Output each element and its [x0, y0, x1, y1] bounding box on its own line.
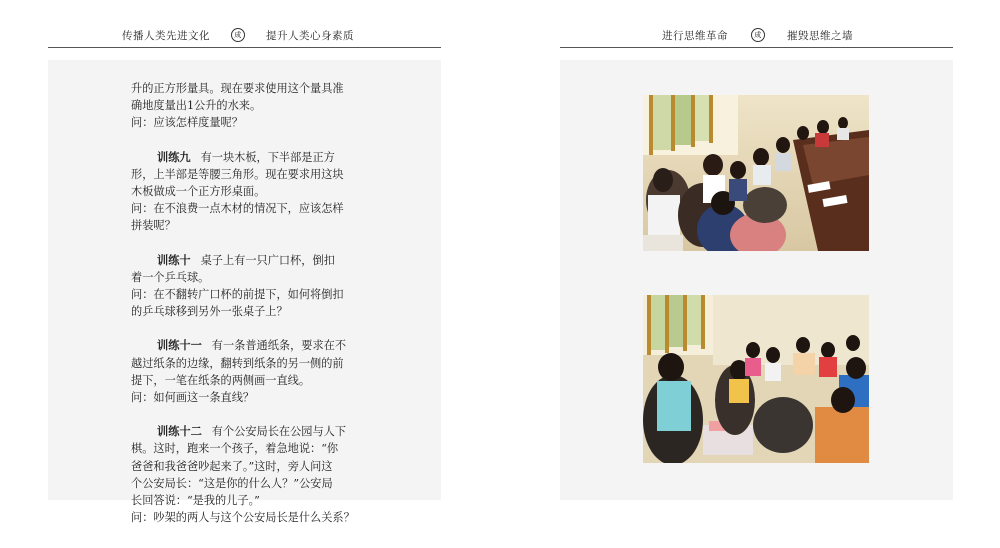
text-line-content: 长回答说：“是我的儿子。”: [131, 494, 260, 508]
left-header-title-1: 传播人类先进文化: [122, 30, 210, 42]
right-header-rule: [560, 47, 953, 48]
text-line: [131, 423, 361, 440]
paragraph-gap: [131, 406, 361, 423]
text-line: [131, 200, 361, 217]
paragraph-gap: [131, 132, 361, 149]
exercise-label: 训练十: [157, 252, 191, 267]
text-line-content: 提下，一笔在纸条的两侧画一直线。: [131, 373, 311, 387]
text-line: [131, 114, 361, 131]
emblem-icon: 成: [751, 28, 765, 42]
exercise-label: 训练十一: [157, 338, 202, 353]
text-line-content: 有个公安局长在公园与人下: [211, 425, 347, 439]
text-line: [131, 475, 361, 492]
text-line-content: 桌子上有一只广口杯，倒扣: [200, 253, 335, 267]
text-line: [131, 303, 361, 320]
text-line-content: 爸爸和我爸爸吵起来了。”这时，旁人问这: [131, 459, 333, 473]
body-text: [131, 80, 361, 526]
text-line: [131, 166, 361, 183]
text-line: [131, 286, 361, 303]
text-line-content: 木板做成一个正方形桌面。: [131, 185, 266, 199]
text-line-content: 个公安局长：“这是你的什么人？”公安局: [131, 476, 333, 490]
text-line-content: 棋。这时，跑来一个孩子，着急地说：“你: [131, 442, 339, 456]
text-line-content: 确地度量出1公升的水来。: [131, 99, 262, 113]
text-line-content: 升的正方形量具。现在要求使用这个量具准: [131, 82, 344, 95]
text-line-content: 有一条普通纸条，要求在不: [211, 339, 347, 353]
text-line: [131, 80, 361, 97]
text-line: [131, 509, 361, 526]
text-line: [131, 149, 361, 166]
text-line-content: 有一块木板，下半部是正方: [200, 150, 335, 164]
text-line-content: 问：如何画这一条直线？: [131, 391, 255, 405]
right-header-title-2: 摧毁思维之墙: [787, 30, 853, 42]
exercise-label: 训练九: [157, 149, 191, 164]
emblem-icon: 成: [231, 28, 245, 42]
left-header-rule: [48, 47, 441, 48]
text-line: [131, 492, 361, 509]
text-line: [131, 97, 361, 114]
exercise-label: 训练十二: [157, 424, 202, 439]
text-line: [131, 337, 361, 354]
text-line-content: 问：在不翻转广口杯的前提下，如何将倒扣: [131, 288, 344, 302]
left-header-title-2: 提升人类心身素质: [266, 30, 354, 42]
meeting-room-photo: [643, 95, 869, 251]
text-line: [131, 252, 361, 269]
text-line: [131, 458, 361, 475]
text-line-content: 着一个乒乓球。: [131, 270, 210, 284]
text-line-content: 问：应该怎样度量呢？: [131, 116, 243, 130]
text-line: [131, 440, 361, 457]
text-line-content: 问：吵架的两人与这个公安局长是什么关系？: [131, 511, 355, 525]
text-line-content: 的乒乓球移到另外一张桌子上？: [131, 305, 288, 319]
text-line: [131, 217, 361, 234]
paragraph-gap: [131, 235, 361, 252]
text-line-content: 形，上半部是等腰三角形。现在要求用这块: [131, 167, 344, 181]
text-line: [131, 372, 361, 389]
text-line-content: 问：在不浪费一点木材的情况下，应该怎样: [131, 202, 344, 216]
text-line: [131, 269, 361, 286]
paragraph-gap: [131, 320, 361, 337]
text-line-content: 越过纸条的边缘，翻转到纸条的另一侧的前: [131, 356, 344, 370]
children-group-photo: [643, 295, 869, 463]
text-line: [131, 183, 361, 200]
right-header-title-1: 进行思维革命: [662, 30, 728, 42]
text-line: [131, 355, 361, 372]
text-line-content: 拼装呢？: [131, 219, 176, 233]
text-line: [131, 389, 361, 406]
